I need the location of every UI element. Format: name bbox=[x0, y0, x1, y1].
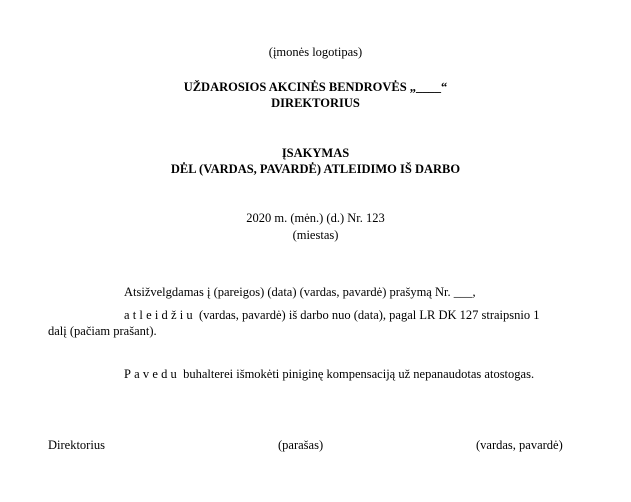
paragraph-3-rest: buhalterei išmokėti piniginę kompensaciją už nepanaudotas atostogas. bbox=[180, 367, 535, 381]
director-heading: DIREKTORIUS bbox=[271, 96, 360, 110]
signature-role: Direktorius bbox=[48, 438, 105, 452]
order-title: ĮSAKYMAS bbox=[281, 146, 350, 160]
signature-sign: (parašas) bbox=[278, 438, 324, 452]
company-heading: UŽDAROSIOS AKCINĖS BENDROVĖS „____“ bbox=[183, 80, 448, 94]
logo-placeholder: (įmonės logotipas) bbox=[268, 45, 363, 59]
city: (miestas) bbox=[292, 228, 339, 242]
paragraph-2 bbox=[124, 308, 540, 323]
date-number: 2020 m. (mėn.) (d.) Nr. 123 bbox=[246, 211, 385, 225]
order-subject: DĖL (VARDAS, PAVARDĖ) ATLEIDIMO IŠ DARBO bbox=[170, 162, 461, 176]
order-word: Pavedu bbox=[124, 367, 180, 381]
paragraph-2-rest: (vardas, pavardė) iš darbo nuo (data), pagal LR DK 127 straipsnio 1 bbox=[195, 308, 540, 322]
paragraph-3 bbox=[124, 367, 534, 382]
dismiss-word: atleidžiu bbox=[124, 308, 196, 322]
paragraph-1: Atsižvelgdamas į (pareigos) (data) (vardas, pavardė) prašymą Nr. ___, bbox=[124, 285, 476, 299]
paragraph-2-continuation: dalį (pačiam prašant). bbox=[48, 324, 157, 338]
signature-name: (vardas, pavardė) bbox=[476, 438, 563, 452]
